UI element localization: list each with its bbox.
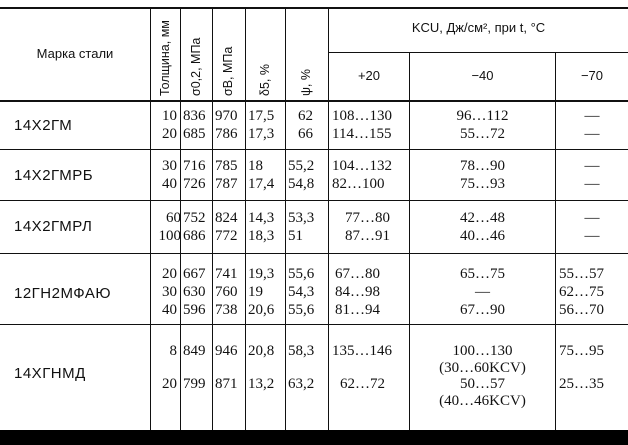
cell-thickness: 60	[166, 210, 181, 226]
cell-kcu-minus40: —	[475, 284, 490, 300]
cell-psi: 51	[288, 228, 303, 244]
cell-kcu-minus70: —	[584, 158, 600, 174]
header-bottom-rule	[0, 100, 628, 102]
cell-kcu-plus20: 77…80	[345, 210, 390, 226]
cell-sigma02: 752	[183, 210, 206, 226]
cell-kcu-minus70: —	[584, 126, 600, 142]
cell-kcu-minus40: (30…60KCV)	[439, 360, 526, 376]
cell-psi: 54,8	[288, 176, 315, 192]
cell-kcu-minus70: 56…70	[559, 302, 604, 318]
grade-label: 14Х2ГМРБ	[14, 167, 94, 184]
cell-kcu-minus40: 50…57	[460, 376, 505, 392]
column-rule	[285, 7, 286, 430]
cell-kcu-minus40: 96…112	[456, 108, 509, 124]
cell-psi: 63,2	[288, 376, 315, 392]
cell-psi: 55,6	[288, 302, 315, 318]
cell-delta5: 19,3	[248, 266, 275, 282]
cell-kcu-minus70: —	[584, 176, 600, 192]
cell-kcu-minus70: 55…57	[559, 266, 604, 282]
kcu-subheader-rule	[328, 52, 628, 53]
cell-sigmab: 785	[215, 158, 238, 174]
cell-psi: 53,3	[288, 210, 315, 226]
grade-label: 14Х2ГМ	[14, 117, 73, 134]
row-separator	[0, 200, 628, 201]
cell-sigma02: 630	[183, 284, 206, 300]
cell-sigma02: 799	[183, 376, 206, 392]
cell-kcu-minus70: 25…35	[559, 376, 604, 392]
cell-thickness: 30	[162, 284, 177, 300]
cell-thickness: 100	[158, 228, 181, 244]
cell-sigmab: 738	[215, 302, 238, 318]
cell-delta5: 14,3	[248, 210, 275, 226]
header-temp-minus70: −70	[580, 68, 604, 83]
cell-kcu-plus20: 135…146	[332, 343, 392, 359]
cell-sigmab: 824	[215, 210, 238, 226]
cell-sigma02: 596	[183, 302, 206, 318]
cell-kcu-plus20: 62…72	[340, 376, 385, 392]
cell-thickness: 30	[162, 158, 177, 174]
header-thickness: Толщина, мм	[158, 20, 172, 96]
cell-delta5: 17,3	[248, 126, 275, 142]
cell-kcu-plus20: 84…98	[335, 284, 380, 300]
cell-thickness: 20	[162, 266, 177, 282]
header-sigma02: σ0,2, МПа	[189, 37, 203, 96]
row-separator	[0, 324, 628, 325]
cell-kcu-minus40: 55…72	[460, 126, 505, 142]
cell-kcu-minus70: —	[584, 210, 600, 226]
cell-delta5: 13,2	[248, 376, 275, 392]
cell-delta5: 17,4	[248, 176, 275, 192]
cell-kcu-minus70: 62…75	[559, 284, 604, 300]
cell-kcu-plus20: 67…80	[335, 266, 380, 282]
header-sigmab: σB, МПа	[221, 46, 235, 96]
cell-thickness: 10	[162, 108, 177, 124]
cell-sigmab: 741	[215, 266, 238, 282]
cell-delta5: 18	[248, 158, 263, 174]
cell-thickness: 40	[162, 302, 177, 318]
column-rule	[212, 7, 213, 430]
cell-kcu-plus20: 108…130	[332, 108, 392, 124]
cell-thickness: 20	[162, 126, 177, 142]
cell-sigmab: 946	[215, 343, 238, 359]
cell-sigma02: 836	[183, 108, 206, 124]
cell-delta5: 20,6	[248, 302, 275, 318]
cell-delta5: 20,8	[248, 343, 275, 359]
cell-kcu-plus20: 87…91	[345, 228, 390, 244]
cell-sigma02: 849	[183, 343, 206, 359]
cell-sigmab: 970	[215, 108, 238, 124]
cell-kcu-minus40: 40…46	[460, 228, 505, 244]
cell-thickness: 40	[162, 176, 177, 192]
cell-sigma02: 667	[183, 266, 206, 282]
cell-delta5: 17,5	[248, 108, 275, 124]
cell-sigma02: 685	[183, 126, 206, 142]
cell-psi: 55,6	[288, 266, 315, 282]
grade-label: 14ХГНМД	[14, 365, 86, 382]
cell-thickness: 20	[162, 376, 177, 392]
header-grade: Марка стали	[36, 46, 114, 61]
cell-sigmab: 772	[215, 228, 238, 244]
cell-kcu-minus40: 78…90	[460, 158, 505, 174]
cell-kcu-plus20: 81…94	[335, 302, 380, 318]
bottom-dark-edge	[0, 430, 628, 445]
header-kcu: KCU, Дж/см², при t, °C	[411, 20, 546, 35]
cell-thickness: 8	[169, 343, 177, 359]
cell-kcu-minus70: 75…95	[559, 343, 604, 359]
cell-sigmab: 760	[215, 284, 238, 300]
cell-kcu-minus40: 42…48	[460, 210, 505, 226]
header-delta5: δ5, %	[258, 64, 272, 96]
column-rule	[245, 7, 246, 430]
cell-kcu-minus40: 67…90	[460, 302, 505, 318]
cell-sigma02: 716	[183, 158, 206, 174]
table-top-rule	[0, 7, 628, 9]
row-separator	[0, 253, 628, 254]
cell-psi: 58,3	[288, 343, 315, 359]
cell-kcu-plus20: 114…155	[332, 126, 392, 142]
cell-sigmab: 871	[215, 376, 238, 392]
cell-sigma02: 686	[183, 228, 206, 244]
cell-delta5: 18,3	[248, 228, 275, 244]
row-separator	[0, 149, 628, 150]
cell-psi: 62	[298, 108, 313, 124]
cell-delta5: 19	[248, 284, 263, 300]
cell-kcu-minus70: —	[584, 228, 600, 244]
cell-kcu-plus20: 82…100	[332, 176, 385, 192]
cell-sigmab: 787	[215, 176, 238, 192]
cell-kcu-minus40: 65…75	[460, 266, 505, 282]
header-temp-plus20: +20	[357, 68, 381, 83]
cell-kcu-minus40: (40…46KCV)	[439, 393, 526, 409]
cell-psi: 55,2	[288, 158, 315, 174]
cell-kcu-minus40: 100…130	[452, 343, 513, 359]
header-psi: ψ, %	[299, 69, 313, 96]
header-temp-minus40: −40	[471, 68, 494, 83]
cell-sigma02: 726	[183, 176, 206, 192]
cell-kcu-plus20: 104…132	[332, 158, 392, 174]
grade-label: 14Х2ГМРЛ	[14, 218, 93, 235]
cell-kcu-minus40: 75…93	[460, 176, 505, 192]
cell-psi: 54,3	[288, 284, 315, 300]
grade-label: 12ГН2МФАЮ	[14, 285, 112, 302]
cell-sigmab: 786	[215, 126, 238, 142]
cell-kcu-minus70: —	[584, 108, 600, 124]
cell-psi: 66	[298, 126, 313, 142]
